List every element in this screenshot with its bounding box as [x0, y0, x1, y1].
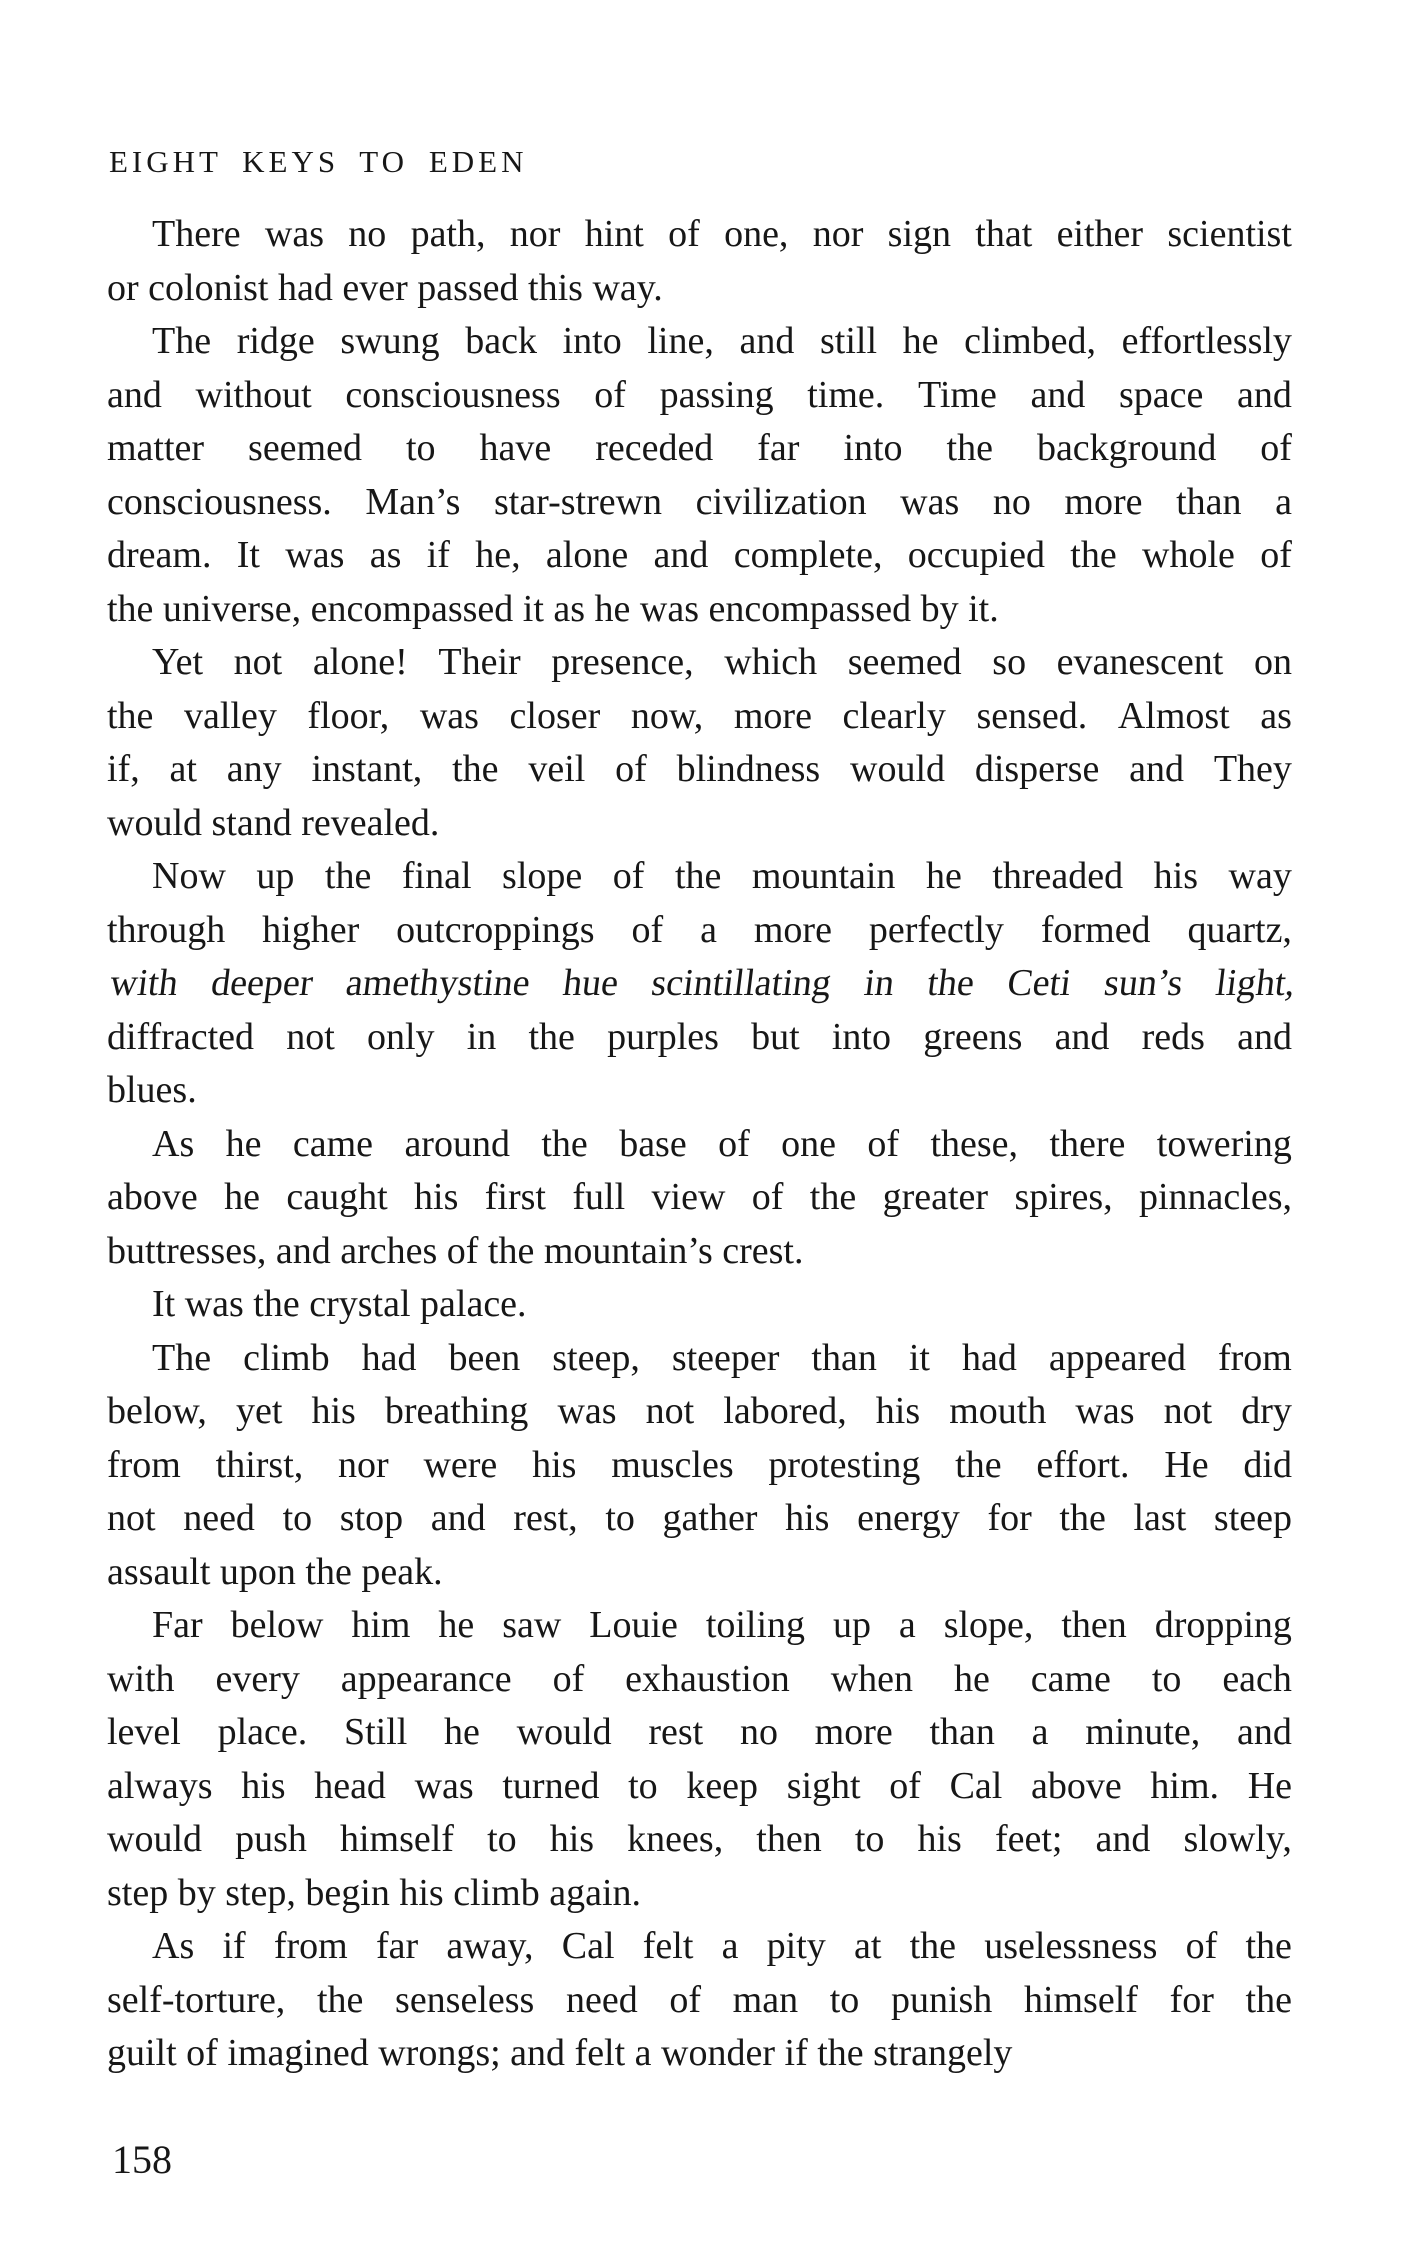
- text-line: Far below him he saw Louie toiling up a slope, then dropping: [152, 1604, 1292, 1646]
- text-line: buttresses, and arches of the mountain’s crest.: [107, 1229, 804, 1272]
- text-line: with deeper amethystine hue scintillating in the Ceti sun’s light,: [107, 962, 1298, 1004]
- paragraph: [107, 1332, 1292, 1600]
- text-line: As he came around the base of one of these, there towering: [152, 1122, 1292, 1165]
- page-number: 158: [112, 2137, 172, 2182]
- text-line: The ridge swung back into line, and still he climbed, effortlessly: [152, 320, 1292, 362]
- paragraph: [107, 1920, 1292, 2081]
- text-line: above he caught his first full view of the greater spires, pinnacles,: [107, 1176, 1292, 1218]
- text-line: diffracted not only in the purples but into greens and reds and: [107, 1015, 1292, 1058]
- text-line: matter seemed to have receded far into the background of: [107, 427, 1292, 469]
- text-line: guilt of imagined wrongs; and felt a wonder if the strangely: [107, 2032, 1013, 2074]
- text-line: would stand revealed.: [107, 801, 440, 844]
- text-line: assault upon the peak.: [107, 1550, 443, 1593]
- text-line: below, yet his breathing was not labored, his mouth was not dry: [107, 1390, 1292, 1432]
- text-line: would push himself to his knees, then to his feet; and slowly,: [107, 1818, 1292, 1860]
- paragraph: [107, 1278, 1292, 1332]
- text-line: level place. Still he would rest no more than a minute, and: [107, 1711, 1292, 1753]
- text-line: self-torture, the senseless need of man to punish himself for the: [107, 1978, 1292, 2021]
- paragraph: [107, 315, 1292, 636]
- text-line: As if from far away, Cal felt a pity at the uselessness of the: [152, 1925, 1292, 1967]
- paragraph: [107, 636, 1292, 850]
- text-line: There was no path, nor hint of one, nor sign that either scientist: [152, 213, 1292, 255]
- text-line: and without consciousness of passing time. Time and space and: [107, 373, 1292, 416]
- paragraph: [107, 208, 1292, 315]
- paragraph: [107, 1599, 1292, 1920]
- paragraph: [107, 850, 1298, 1118]
- text-line: through higher outcroppings of a more perfectly formed quartz,: [107, 908, 1292, 951]
- text-line: It was the crystal palace.: [152, 1283, 527, 1325]
- text-line: Now up the final slope of the mountain he threaded his way: [152, 855, 1292, 897]
- text-line: always his head was turned to keep sight of Cal above him. He: [107, 1764, 1292, 1807]
- text-line: The climb had been steep, steeper than it had appeared from: [152, 1336, 1292, 1379]
- text-line: the valley floor, was closer now, more clearly sensed. Almost as: [107, 694, 1292, 737]
- text-line: Yet not alone! Their presence, which seemed so evanescent on: [152, 641, 1292, 683]
- text-line: consciousness. Man’s star-strewn civilization was no more than a: [107, 480, 1292, 523]
- running-header: EIGHT KEYS TO EDEN: [109, 144, 528, 179]
- text-line: if, at any instant, the veil of blindness would disperse and They: [107, 748, 1292, 790]
- text-line: not need to stop and rest, to gather his energy for the last steep: [107, 1497, 1292, 1539]
- paragraph: [107, 1118, 1292, 1279]
- body-text: [107, 208, 1298, 2081]
- text-line: blues.: [107, 1069, 197, 1111]
- text-line: the universe, encompassed it as he was encompassed by it.: [107, 587, 999, 630]
- text-line: from thirst, nor were his muscles protesting the effort. He did: [107, 1443, 1292, 1486]
- text-line: dream. It was as if he, alone and complete, occupied the whole of: [107, 534, 1292, 576]
- text-line: or colonist had ever passed this way.: [107, 266, 663, 309]
- text-line: step by step, begin his climb again.: [107, 1871, 642, 1914]
- text-line: with every appearance of exhaustion when he came to each: [107, 1657, 1292, 1700]
